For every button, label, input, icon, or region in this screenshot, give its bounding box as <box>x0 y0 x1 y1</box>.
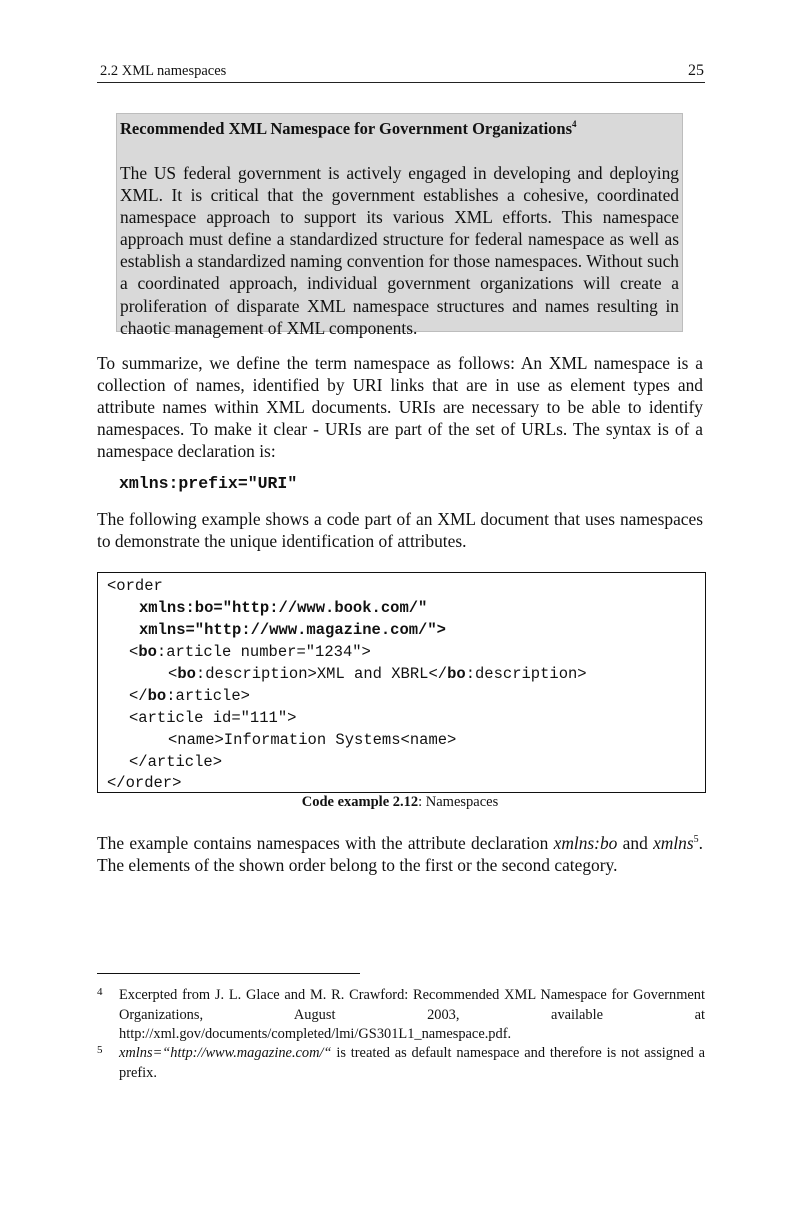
footnote-text: xmlns=“http://www.magazine.com/“ is treated as default namespace and therefore is not assigned a prefix. <box>119 1045 705 1081</box>
footnote-number: 5 <box>97 1044 103 1056</box>
paragraph-example-intro: The following example shows a code part of an XML document that uses namespaces to demonstrate the unique identification of attributes. <box>97 509 703 552</box>
quote-box-text: The US federal government is actively engaged in developing and deploying XML. It is critical that the government establishes a cohesive, coordinated namespace approach to support its various XML efforts. This namespace approach must define a standardized structure for federal namespace as well as establish a standardized naming convention for those namespaces. Without such a coordinated approach, individual government organizations will create a proliferation of disparate XML namespace structures and names resulting in chaotic management of XML components. <box>120 163 679 338</box>
code-line: </bo:article> <box>129 687 250 705</box>
code-line: <bo:description>XML and XBRL</bo:description> <box>168 665 587 683</box>
footnote-ref-5[interactable]: 5 <box>693 834 699 845</box>
footnote-5 <box>97 1044 705 1083</box>
running-header <box>97 62 705 83</box>
code-line: xmlns="http://www.magazine.com/"> <box>139 621 446 639</box>
quote-box-title: Recommended XML Namespace for Government Organizations$^4$ <box>120 119 577 138</box>
syntax-declaration: xmlns:prefix="URI" <box>119 474 298 493</box>
quote-box <box>116 113 683 338</box>
code-line: <bo:article number="1234"> <box>129 643 371 661</box>
code-line: xmlns:bo="http://www.book.com/" <box>139 599 428 617</box>
code-line: <name>Information Systems<name> <box>168 731 457 749</box>
section-title: 2.2 XML namespaces <box>100 63 227 79</box>
paragraph-explanation: The example contains namespaces with the attribute declaration xmlns:bo and xmlns$^5$. The elements of the shown order belong to the first or the second category. <box>97 833 703 876</box>
footnote-divider <box>97 973 360 974</box>
code-line: <order <box>107 577 163 595</box>
code-caption: Code example 2.12: Namespaces <box>301 794 499 810</box>
footnote-text: Excerpted from J. L. Glace and M. R. Crawford: Recommended XML Namespace for Government Organizations, August 2003, available at http://xml.gov/documents/completed/lmi/GS301L1_namespace.pdf. <box>119 987 705 1042</box>
code-example-box <box>97 572 706 793</box>
code-line: </order> <box>107 774 182 792</box>
footnote-4 <box>97 986 705 1045</box>
footnote-ref-4[interactable]: 4 <box>572 119 577 129</box>
page-number: 25 <box>688 62 704 79</box>
code-line: <article id="111"> <box>129 709 297 727</box>
code-line: </article> <box>129 753 223 771</box>
footnote-number: 4 <box>97 986 103 998</box>
paragraph-definition: To summarize, we define the term namespace as follows: An XML namespace is a collection of names, identified by URI links that are in use as element types and attribute names within XML documents. URIs are necessary to be able to identify namespaces. To make it clear - URIs are part of the set of URLs. The syntax is of a namespace declaration is: <box>97 353 703 462</box>
